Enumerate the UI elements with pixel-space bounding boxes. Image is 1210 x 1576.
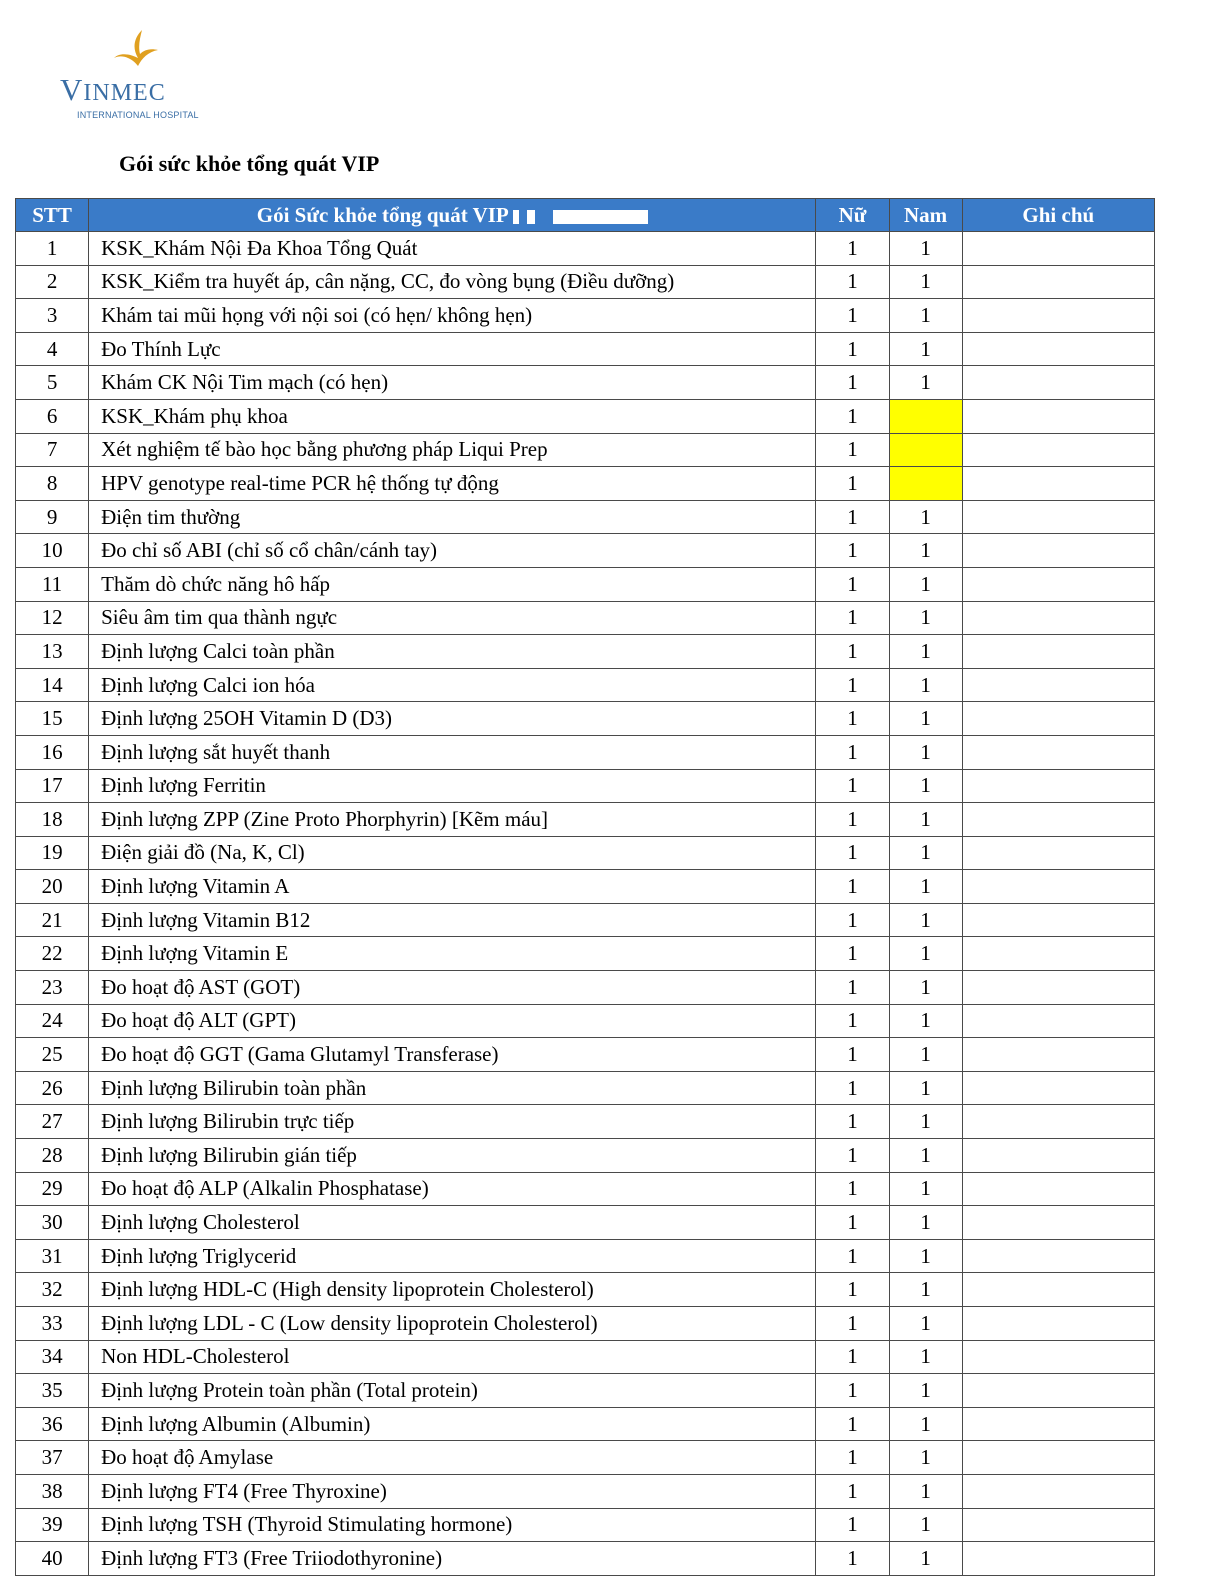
- row-note: [962, 702, 1154, 736]
- row-female-qty: 1: [816, 836, 889, 870]
- table-row: [16, 1542, 1155, 1576]
- table-row: [16, 903, 1155, 937]
- table-header-row: [16, 199, 1155, 232]
- row-female-qty: 1: [816, 399, 889, 433]
- row-male-qty: 1: [889, 1508, 962, 1542]
- row-stt: 31: [16, 1239, 89, 1273]
- row-female-qty: 1: [816, 1441, 889, 1475]
- table-row: [16, 836, 1155, 870]
- row-female-qty: 1: [816, 1239, 889, 1273]
- row-stt: 32: [16, 1273, 89, 1307]
- row-note: [962, 735, 1154, 769]
- row-service-name: Định lượng sắt huyết thanh: [89, 735, 816, 769]
- row-male-qty: 1: [889, 500, 962, 534]
- row-note: [962, 937, 1154, 971]
- row-female-qty: 1: [816, 1004, 889, 1038]
- row-stt: 10: [16, 534, 89, 568]
- header-package-name: [89, 199, 816, 232]
- table-row: [16, 1004, 1155, 1038]
- table-row: [16, 937, 1155, 971]
- table-row: [16, 1273, 1155, 1307]
- row-note: [962, 232, 1154, 266]
- row-male-qty: 1: [889, 702, 962, 736]
- row-service-name: Định lượng ZPP (Zine Proto Phorphyrin) [Kẽm máu]: [89, 803, 816, 837]
- row-female-qty: 1: [816, 1172, 889, 1206]
- row-service-name: Định lượng TSH (Thyroid Stimulating hormone): [89, 1508, 816, 1542]
- table-row: [16, 232, 1155, 266]
- row-male-qty: 1: [889, 1105, 962, 1139]
- row-female-qty: 1: [816, 1374, 889, 1408]
- row-service-name: Định lượng Vitamin E: [89, 937, 816, 971]
- row-stt: 23: [16, 971, 89, 1005]
- row-stt: 8: [16, 467, 89, 501]
- row-note: [962, 1139, 1154, 1173]
- table-row: [16, 1139, 1155, 1173]
- row-stt: 4: [16, 332, 89, 366]
- row-note: [962, 971, 1154, 1005]
- row-service-name: Định lượng Ferritin: [89, 769, 816, 803]
- row-stt: 26: [16, 1071, 89, 1105]
- row-service-name: Định lượng Protein toàn phần (Total protein): [89, 1374, 816, 1408]
- row-service-name: Định lượng FT4 (Free Thyroxine): [89, 1474, 816, 1508]
- row-stt: 22: [16, 937, 89, 971]
- row-stt: 21: [16, 903, 89, 937]
- row-female-qty: 1: [816, 1407, 889, 1441]
- table-row: [16, 1407, 1155, 1441]
- row-stt: 30: [16, 1206, 89, 1240]
- row-service-name: KSK_Kiểm tra huyết áp, cân nặng, CC, đo vòng bụng (Điều dưỡng): [89, 265, 816, 299]
- row-female-qty: 1: [816, 870, 889, 904]
- row-female-qty: 1: [816, 433, 889, 467]
- row-service-name: Định lượng LDL - C (Low density lipoprotein Cholesterol): [89, 1307, 816, 1341]
- row-female-qty: 1: [816, 1206, 889, 1240]
- row-note: [962, 1307, 1154, 1341]
- row-service-name: Định lượng Bilirubin trực tiếp: [89, 1105, 816, 1139]
- row-note: [962, 601, 1154, 635]
- table-row: [16, 332, 1155, 366]
- row-female-qty: 1: [816, 668, 889, 702]
- table-row: [16, 1105, 1155, 1139]
- row-male-qty: 1: [889, 1474, 962, 1508]
- row-service-name: Đo hoạt độ ALT (GPT): [89, 1004, 816, 1038]
- row-stt: 20: [16, 870, 89, 904]
- row-service-name: Định lượng FT3 (Free Triiodothyronine): [89, 1542, 816, 1576]
- row-stt: 29: [16, 1172, 89, 1206]
- row-note: [962, 1071, 1154, 1105]
- row-note: [962, 433, 1154, 467]
- row-service-name: Siêu âm tim qua thành ngực: [89, 601, 816, 635]
- table-row: [16, 1071, 1155, 1105]
- row-male-qty: 1: [889, 1071, 962, 1105]
- row-stt: 25: [16, 1038, 89, 1072]
- row-stt: 2: [16, 265, 89, 299]
- row-female-qty: 1: [816, 635, 889, 669]
- row-female-qty: 1: [816, 232, 889, 266]
- row-service-name: KSK_Khám phụ khoa: [89, 399, 816, 433]
- row-note: [962, 467, 1154, 501]
- row-male-qty: 1: [889, 601, 962, 635]
- row-note: [962, 265, 1154, 299]
- row-stt: 40: [16, 1542, 89, 1576]
- row-male-qty: 1: [889, 265, 962, 299]
- row-male-qty: [889, 399, 962, 433]
- row-service-name: Đo chỉ số ABI (chỉ số cổ chân/cánh tay): [89, 534, 816, 568]
- row-female-qty: 1: [816, 1307, 889, 1341]
- row-stt: 3: [16, 299, 89, 333]
- row-service-name: Định lượng Albumin (Albumin): [89, 1407, 816, 1441]
- row-service-name: Định lượng Cholesterol: [89, 1206, 816, 1240]
- table-row: [16, 1441, 1155, 1475]
- table-row: [16, 366, 1155, 400]
- row-female-qty: 1: [816, 265, 889, 299]
- table-row: [16, 870, 1155, 904]
- row-note: [962, 870, 1154, 904]
- row-service-name: KSK_Khám Nội Đa Khoa Tổng Quát: [89, 232, 816, 266]
- row-male-qty: 1: [889, 971, 962, 1005]
- row-male-qty: 1: [889, 1307, 962, 1341]
- row-note: [962, 500, 1154, 534]
- row-service-name: Điện tim thường: [89, 500, 816, 534]
- table-row: [16, 399, 1155, 433]
- row-stt: 9: [16, 500, 89, 534]
- row-note: [962, 1508, 1154, 1542]
- row-service-name: Khám tai mũi họng với nội soi (có hẹn/ không hẹn): [89, 299, 816, 333]
- row-male-qty: 1: [889, 1004, 962, 1038]
- row-service-name: Đo hoạt độ GGT (Gama Glutamyl Transferase): [89, 1038, 816, 1072]
- row-male-qty: 1: [889, 1206, 962, 1240]
- table-row: [16, 702, 1155, 736]
- row-note: [962, 332, 1154, 366]
- row-female-qty: 1: [816, 467, 889, 501]
- row-stt: 16: [16, 735, 89, 769]
- row-female-qty: 1: [816, 971, 889, 1005]
- row-service-name: Non HDL-Cholesterol: [89, 1340, 816, 1374]
- row-note: [962, 567, 1154, 601]
- logo-wordmark: [60, 74, 166, 105]
- table-row: [16, 467, 1155, 501]
- table-row: [16, 299, 1155, 333]
- row-note: [962, 769, 1154, 803]
- table-row: [16, 1307, 1155, 1341]
- row-service-name: Đo Thính Lực: [89, 332, 816, 366]
- row-male-qty: 1: [889, 299, 962, 333]
- table-row: [16, 1172, 1155, 1206]
- row-note: [962, 803, 1154, 837]
- row-stt: 34: [16, 1340, 89, 1374]
- row-female-qty: 1: [816, 500, 889, 534]
- package-table: [15, 198, 1155, 1576]
- row-note: [962, 299, 1154, 333]
- row-note: [962, 903, 1154, 937]
- row-note: [962, 1340, 1154, 1374]
- row-female-qty: 1: [816, 601, 889, 635]
- row-stt: 11: [16, 567, 89, 601]
- table-row: [16, 668, 1155, 702]
- logo-big-letter: V: [60, 72, 84, 107]
- table-row: [16, 1474, 1155, 1508]
- row-female-qty: 1: [816, 567, 889, 601]
- row-service-name: Định lượng 25OH Vitamin D (D3): [89, 702, 816, 736]
- table-row: [16, 1239, 1155, 1273]
- row-female-qty: 1: [816, 735, 889, 769]
- row-stt: 1: [16, 232, 89, 266]
- row-note: [962, 534, 1154, 568]
- row-note: [962, 668, 1154, 702]
- row-female-qty: 1: [816, 769, 889, 803]
- table-row: [16, 534, 1155, 568]
- header-package-name-text: Gói Sức khỏe tổng quát VIP: [256, 202, 509, 227]
- table-row: [16, 1038, 1155, 1072]
- table-row: [16, 635, 1155, 669]
- row-stt: 12: [16, 601, 89, 635]
- header-male: Nam: [889, 199, 962, 232]
- row-note: [962, 836, 1154, 870]
- row-note: [962, 399, 1154, 433]
- row-note: [962, 1172, 1154, 1206]
- row-service-name: Đo hoạt độ Amylase: [89, 1441, 816, 1475]
- row-female-qty: 1: [816, 1105, 889, 1139]
- row-male-qty: 1: [889, 769, 962, 803]
- logo-subtitle: INTERNATIONAL HOSPITAL: [77, 110, 199, 120]
- row-stt: 39: [16, 1508, 89, 1542]
- row-stt: 17: [16, 769, 89, 803]
- row-service-name: Điện giải đồ (Na, K, Cl): [89, 836, 816, 870]
- row-male-qty: 1: [889, 1441, 962, 1475]
- row-service-name: Định lượng Bilirubin toàn phần: [89, 1071, 816, 1105]
- table-row: [16, 500, 1155, 534]
- row-stt: 5: [16, 366, 89, 400]
- row-male-qty: 1: [889, 903, 962, 937]
- table-row: [16, 1206, 1155, 1240]
- row-stt: 38: [16, 1474, 89, 1508]
- row-female-qty: 1: [816, 1273, 889, 1307]
- row-note: [962, 1273, 1154, 1307]
- row-note: [962, 366, 1154, 400]
- table-row: [16, 971, 1155, 1005]
- row-female-qty: 1: [816, 1139, 889, 1173]
- row-service-name: Định lượng Bilirubin gián tiếp: [89, 1139, 816, 1173]
- row-stt: 24: [16, 1004, 89, 1038]
- row-service-name: Xét nghiệm tế bào học bằng phương pháp Liqui Prep: [89, 433, 816, 467]
- redaction-mark: [513, 210, 648, 224]
- row-female-qty: 1: [816, 1071, 889, 1105]
- table-row: [16, 265, 1155, 299]
- row-service-name: Định lượng Vitamin A: [89, 870, 816, 904]
- row-female-qty: 1: [816, 803, 889, 837]
- row-stt: 7: [16, 433, 89, 467]
- row-note: [962, 1474, 1154, 1508]
- row-male-qty: 1: [889, 1374, 962, 1408]
- logo-rest-letters: INMEC: [83, 80, 166, 106]
- row-male-qty: 1: [889, 1340, 962, 1374]
- row-female-qty: 1: [816, 1542, 889, 1576]
- row-female-qty: 1: [816, 299, 889, 333]
- row-male-qty: 1: [889, 1038, 962, 1072]
- row-female-qty: 1: [816, 1340, 889, 1374]
- row-note: [962, 1407, 1154, 1441]
- table-row: [16, 803, 1155, 837]
- row-stt: 33: [16, 1307, 89, 1341]
- row-stt: 14: [16, 668, 89, 702]
- row-service-name: Khám CK Nội Tim mạch (có hẹn): [89, 366, 816, 400]
- header-stt: STT: [16, 199, 89, 232]
- row-male-qty: 1: [889, 232, 962, 266]
- row-note: [962, 1542, 1154, 1576]
- table-row: [16, 433, 1155, 467]
- row-female-qty: 1: [816, 1474, 889, 1508]
- row-male-qty: 1: [889, 668, 962, 702]
- row-stt: 13: [16, 635, 89, 669]
- table-row: [16, 601, 1155, 635]
- row-male-qty: 1: [889, 1407, 962, 1441]
- row-note: [962, 635, 1154, 669]
- row-stt: 37: [16, 1441, 89, 1475]
- row-male-qty: 1: [889, 937, 962, 971]
- row-service-name: Định lượng Calci toàn phần: [89, 635, 816, 669]
- table-row: [16, 1508, 1155, 1542]
- row-female-qty: 1: [816, 1508, 889, 1542]
- row-service-name: Thăm dò chức năng hô hấp: [89, 567, 816, 601]
- row-male-qty: [889, 467, 962, 501]
- row-service-name: Định lượng HDL-C (High density lipoprotein Cholesterol): [89, 1273, 816, 1307]
- row-female-qty: 1: [816, 702, 889, 736]
- row-stt: 18: [16, 803, 89, 837]
- table-row: [16, 1374, 1155, 1408]
- row-service-name: Đo hoạt độ AST (GOT): [89, 971, 816, 1005]
- row-note: [962, 1206, 1154, 1240]
- table-row: [16, 1340, 1155, 1374]
- row-stt: 35: [16, 1374, 89, 1408]
- row-male-qty: [889, 433, 962, 467]
- row-male-qty: 1: [889, 1273, 962, 1307]
- row-stt: 28: [16, 1139, 89, 1173]
- row-note: [962, 1374, 1154, 1408]
- row-male-qty: 1: [889, 1172, 962, 1206]
- row-stt: 27: [16, 1105, 89, 1139]
- bird-logo-icon: [112, 28, 162, 76]
- row-male-qty: 1: [889, 366, 962, 400]
- vinmec-logo: [60, 28, 230, 123]
- row-male-qty: 1: [889, 635, 962, 669]
- row-stt: 36: [16, 1407, 89, 1441]
- row-service-name: HPV genotype real-time PCR hệ thống tự động: [89, 467, 816, 501]
- row-service-name: Định lượng Calci ion hóa: [89, 668, 816, 702]
- row-male-qty: 1: [889, 1139, 962, 1173]
- row-note: [962, 1441, 1154, 1475]
- row-male-qty: 1: [889, 1239, 962, 1273]
- row-service-name: Đo hoạt độ ALP (Alkalin Phosphatase): [89, 1172, 816, 1206]
- row-note: [962, 1239, 1154, 1273]
- row-stt: 6: [16, 399, 89, 433]
- row-note: [962, 1038, 1154, 1072]
- row-male-qty: 1: [889, 735, 962, 769]
- row-male-qty: 1: [889, 534, 962, 568]
- header-note: Ghi chú: [962, 199, 1154, 232]
- row-male-qty: 1: [889, 1542, 962, 1576]
- row-female-qty: 1: [816, 534, 889, 568]
- row-service-name: Định lượng Vitamin B12: [89, 903, 816, 937]
- row-female-qty: 1: [816, 1038, 889, 1072]
- row-note: [962, 1105, 1154, 1139]
- row-female-qty: 1: [816, 937, 889, 971]
- row-male-qty: 1: [889, 332, 962, 366]
- row-female-qty: 1: [816, 366, 889, 400]
- table-row: [16, 735, 1155, 769]
- table-row: [16, 769, 1155, 803]
- page-title: Gói sức khỏe tổng quát VIP: [119, 151, 380, 176]
- table-body: [16, 232, 1155, 1576]
- header-female: Nữ: [816, 199, 889, 232]
- row-male-qty: 1: [889, 803, 962, 837]
- row-male-qty: 1: [889, 870, 962, 904]
- row-male-qty: 1: [889, 567, 962, 601]
- row-female-qty: 1: [816, 332, 889, 366]
- row-stt: 15: [16, 702, 89, 736]
- row-male-qty: 1: [889, 836, 962, 870]
- row-female-qty: 1: [816, 903, 889, 937]
- row-stt: 19: [16, 836, 89, 870]
- row-note: [962, 1004, 1154, 1038]
- table-row: [16, 567, 1155, 601]
- row-service-name: Định lượng Triglycerid: [89, 1239, 816, 1273]
